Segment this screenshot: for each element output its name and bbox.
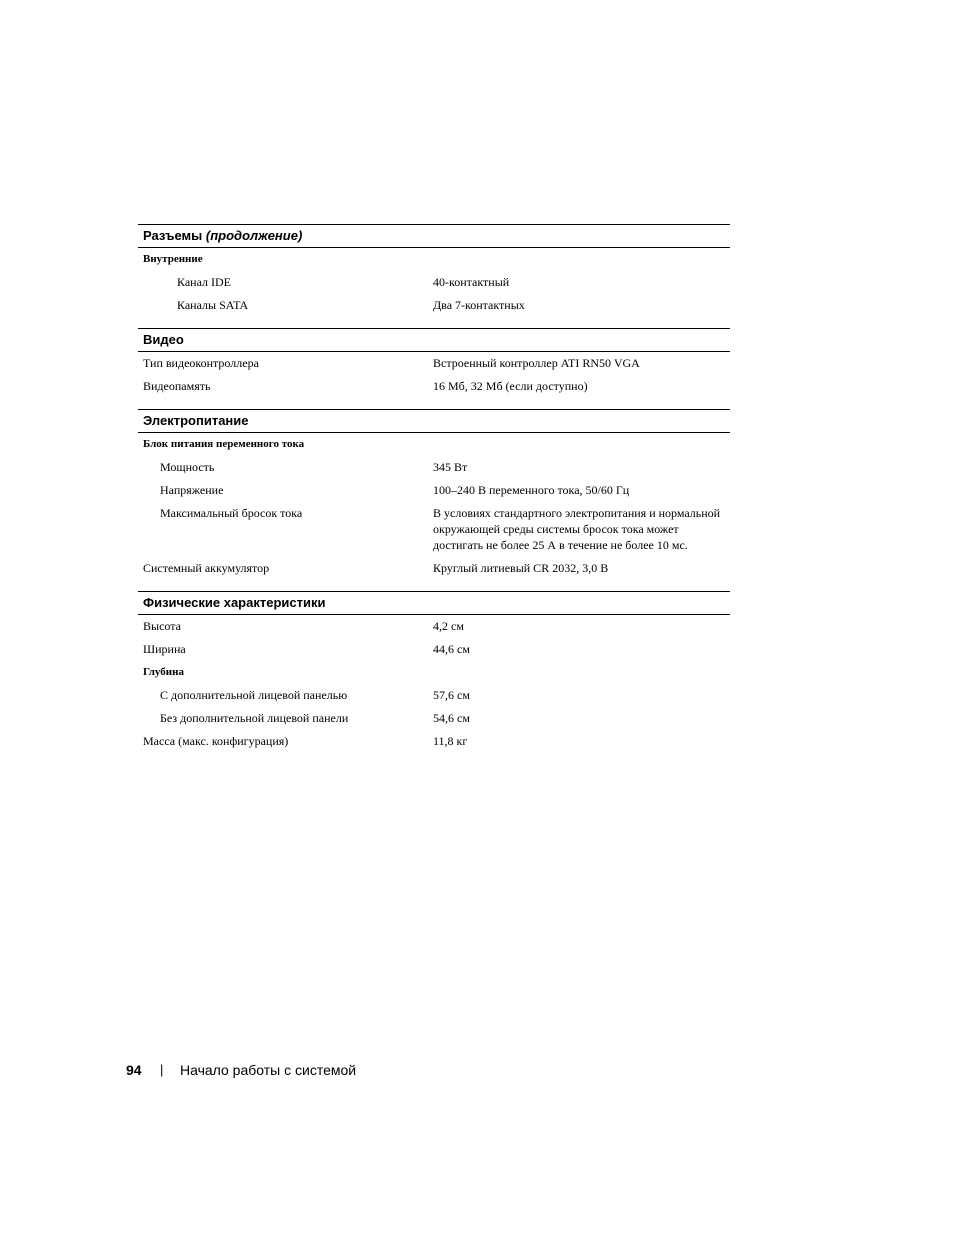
spec-label: Мощность: [160, 460, 215, 474]
footer-separator: |: [160, 1062, 164, 1077]
section-header: [138, 224, 730, 248]
spec-value: Круглый литиевый CR 2032, 3,0 В: [433, 561, 609, 575]
spec-value: 57,6 см: [433, 688, 470, 702]
spec-value: 40-контактный: [433, 275, 510, 289]
section-connectors: [138, 224, 730, 328]
section-title: Разъемы: [143, 228, 203, 243]
section-header: [138, 591, 730, 615]
section-header: [138, 409, 730, 433]
spec-label: Внутренние: [143, 253, 203, 265]
spec-value: Встроенный контроллер ATI RN50 VGA: [433, 356, 640, 370]
spec-value: В условиях стандартного электропитания и нормальной окружающей среды системы бросок тока может достигать не более 25 А в течение не более 10 мс.: [433, 506, 721, 552]
spec-value: 54,6 см: [433, 711, 470, 725]
spec-row: [138, 505, 730, 553]
spec-value: 100–240 В переменного тока, 50/60 Гц: [433, 483, 630, 497]
spec-value: 11,8 кг: [433, 734, 468, 748]
spec-row: [138, 664, 730, 680]
spec-value: [433, 251, 730, 267]
spec-table: [138, 224, 730, 764]
spec-label: С дополнительной лицевой панелью: [160, 688, 348, 702]
section-video: [138, 328, 730, 409]
chapter-title: Начало работы с системой: [180, 1062, 357, 1078]
spec-row: [138, 482, 730, 498]
section-title-suffix: (продолжение): [205, 228, 303, 243]
spec-row: [138, 436, 730, 452]
spec-value: 4,2 см: [433, 619, 464, 633]
spec-label: Напряжение: [160, 483, 224, 497]
spec-value: 16 Мб, 32 Мб (если доступно): [433, 379, 588, 393]
spec-value: Два 7-контактных: [433, 298, 525, 312]
section-power: [138, 409, 730, 591]
spec-label: Канал IDE: [177, 275, 232, 289]
spec-label: Видеопамять: [143, 379, 211, 393]
spec-row: [138, 560, 730, 576]
spec-row: [138, 641, 730, 657]
section-physical: [138, 591, 730, 764]
section-header: [138, 328, 730, 352]
spec-row: [138, 251, 730, 267]
spec-value: 345 Вт: [433, 460, 468, 474]
spec-label: Масса (макс. конфигурация): [143, 734, 289, 748]
spec-row: [138, 378, 730, 394]
page-number: 94: [126, 1062, 142, 1078]
spec-label: Максимальный бросок тока: [160, 506, 303, 520]
section-title: Электропитание: [143, 413, 249, 428]
spec-label: Глубина: [143, 666, 184, 678]
spec-value: 44,6 см: [433, 642, 470, 656]
section-title: Физические характеристики: [143, 595, 326, 610]
page-footer: [126, 1061, 356, 1079]
spec-row: [138, 274, 730, 290]
spec-row: [138, 687, 730, 703]
spec-row: [138, 618, 730, 634]
spec-label: Блок питания переменного тока: [143, 438, 305, 450]
spec-row: [138, 710, 730, 726]
spec-label: Системный аккумулятор: [143, 561, 270, 575]
spec-row: [138, 459, 730, 475]
spec-row: [138, 297, 730, 313]
spec-label: Каналы SATA: [177, 298, 249, 312]
spec-label: Ширина: [143, 642, 186, 656]
spec-label: Тип видеоконтроллера: [143, 356, 259, 370]
spec-value: [433, 436, 730, 452]
spec-label: Высота: [143, 619, 181, 633]
spec-value: [433, 664, 730, 680]
section-title: Видео: [143, 332, 184, 347]
spec-label: Без дополнительной лицевой панели: [160, 711, 349, 725]
spec-row: [138, 733, 730, 749]
spec-row: [138, 355, 730, 371]
